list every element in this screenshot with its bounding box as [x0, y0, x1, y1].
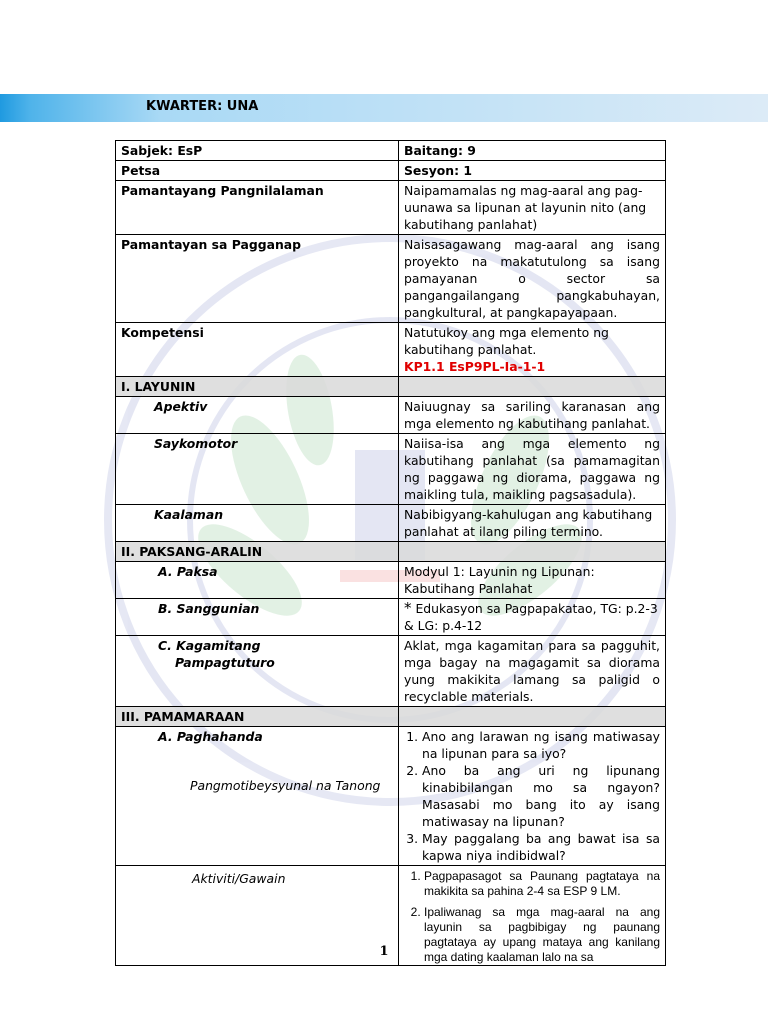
materials-label-cont: Pampagtuturo	[175, 655, 275, 670]
performance-standard-value: Naisasagawang mag-aaral ang isang proyekto na makatutulong sa isang pamayanan o sector sa pangangailangang pangkabuhayan, pangkultural, at pangkapayapaan.	[399, 235, 666, 323]
subject-label: Sabjek: EsP	[116, 141, 399, 161]
grade-level: Baitang: 9	[399, 141, 666, 161]
subject-matter-section-row	[116, 542, 666, 562]
materials-value: Aklat, mga kagamitan para sa pagguhit, mga bagay na magagamit sa diorama yung makikita lamang sa paligid o recyclable materials.	[399, 636, 666, 707]
competency-row	[116, 323, 666, 377]
motivational-questions-list	[404, 728, 660, 864]
objectives-header: I. LAYUNIN	[116, 377, 399, 397]
lesson-plan-table	[115, 140, 666, 966]
subject-row	[116, 141, 666, 161]
subject-matter-header-empty	[399, 542, 666, 562]
date-row	[116, 161, 666, 181]
materials-label: C. Kagamitang	[158, 638, 261, 653]
cognitive-label: Kaalaman	[116, 505, 399, 542]
materials-row	[116, 636, 666, 707]
psychomotor-row	[116, 434, 666, 505]
activity-label: Aktiviti/Gawain	[116, 866, 399, 966]
procedure-header: III. PAMAMARAAN	[116, 707, 399, 727]
performance-standard-label: Pamantayan sa Pagganap	[116, 235, 399, 323]
objectives-header-empty	[399, 377, 666, 397]
quarter-header-band	[0, 94, 768, 122]
subject-matter-header: II. PAKSANG-ARALIN	[116, 542, 399, 562]
topic-row	[116, 562, 666, 599]
preparation-questions-cell	[399, 727, 666, 866]
page-number: 1	[379, 944, 389, 959]
affective-value: Naiuugnay sa sariling karanasan ang mga elemento ng kabutihang panlahat.	[399, 397, 666, 434]
preparation-row	[116, 727, 666, 866]
cognitive-value: Nabibigyang-kahulugan ang kabutihang panlahat at ilang piling termino.	[399, 505, 666, 542]
topic-label: A. Paksa	[116, 562, 399, 599]
activity-item: 2. Ipaliwanag sa mga mag-aaral na ang layunin sa pagbibigay ng paunang pagtataya ay upang mataya ang kanilang mga dating kaalaman lalo na sa	[424, 905, 660, 965]
psychomotor-value: Naiisa-isa ang mga elemento ng kabutihang panlahat (sa pamamagitan ng paggawa ng diorama, paggawa ng maikling tula, maikling pagsasadula).	[399, 434, 666, 505]
references-row	[116, 599, 666, 636]
quarter-label: KWARTER: UNA	[146, 99, 259, 114]
session-value: Sesyon: 1	[399, 161, 666, 181]
activity-item: 1. Pagpapasagot sa Paunang pagtataya na makikita sa pahina 2-4 sa ESP 9 LM.	[424, 869, 660, 899]
content-standard-label: Pamantayang Pangnilalaman	[116, 181, 399, 235]
competency-code: KP1.1 EsP9PL-Ia-1-1	[404, 359, 546, 374]
motivational-question-label: Pangmotibeysyunal na Tanong	[190, 778, 381, 793]
question-item: 2. Ano ba ang uri ng lipunang kinabibilangan mo sa ngayon? Masasabi mo bang ito ay isang matiwasay na lipunan?	[422, 762, 660, 830]
affective-row	[116, 397, 666, 434]
psychomotor-label: Saykomotor	[116, 434, 399, 505]
cognitive-row	[116, 505, 666, 542]
references-cell	[399, 599, 666, 636]
preparation-label-cell	[116, 727, 399, 866]
preparation-label: A. Paghahanda	[158, 729, 263, 744]
procedure-section-row	[116, 707, 666, 727]
references-label: B. Sanggunian	[116, 599, 399, 636]
references-value: Edukasyon sa Pagpapakatao, TG: p.2-3 & LG: p.4-12	[404, 601, 658, 633]
performance-standard-row	[116, 235, 666, 323]
topic-value: Modyul 1: Layunin ng Lipunan: Kabutihang Panlahat	[399, 562, 666, 599]
competency-value: Natutukoy ang mga elemento ng kabutihang panlahat.	[404, 325, 609, 357]
asterisk-bullet: *	[404, 599, 412, 617]
content-standard-row	[116, 181, 666, 235]
content-standard-value: Naipamamalas ng mag-aaral ang pag-uunawa sa lipunan at layunin nito (ang kabutihang panlahat)	[399, 181, 666, 235]
objectives-section-row	[116, 377, 666, 397]
competency-cell	[399, 323, 666, 377]
competency-label: Kompetensi	[116, 323, 399, 377]
materials-label-cell	[116, 636, 399, 707]
question-item: 3. May paggalang ba ang bawat isa sa kapwa niya indibidwal?	[422, 830, 660, 864]
date-label: Petsa	[116, 161, 399, 181]
procedure-header-empty	[399, 707, 666, 727]
affective-label: Apektiv	[116, 397, 399, 434]
question-item: 1. Ano ang larawan ng isang matiwasay na lipunan para sa iyo?	[422, 728, 660, 762]
